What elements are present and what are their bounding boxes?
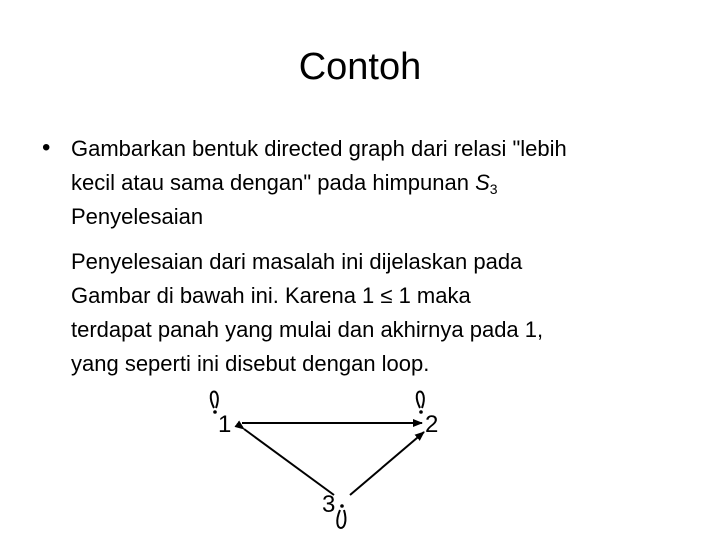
solution-line-2: Gambar di bawah ini. Karena 1 ≤ 1 maka	[71, 283, 471, 308]
loop-node-1	[211, 392, 218, 409]
edge-1-to-3	[244, 429, 334, 495]
node-dot-1	[213, 410, 217, 414]
solution-line-3: terdapat panah yang mulai dan akhirnya pada 1,	[71, 317, 544, 342]
problem-line-2-text: kecil atau sama dengan" pada himpunan	[71, 170, 476, 195]
node-label-2: 2	[425, 411, 439, 438]
node-dot-3	[340, 504, 344, 508]
bullet-icon: •	[42, 134, 51, 161]
problem-line-1: Gambarkan bentuk directed graph dari relasi "lebih	[71, 136, 567, 161]
loop-node-2	[417, 392, 424, 409]
page-title: Contoh	[298, 46, 422, 88]
set-subscript: 3	[489, 181, 498, 197]
set-symbol: S	[475, 170, 490, 195]
solution-line-4: yang seperti ini disebut dengan loop.	[71, 351, 430, 376]
edge-3-to-2	[350, 432, 424, 495]
node-label-1: 1	[218, 411, 232, 438]
solution-line-1: Penyelesaian dari masalah ini dijelaskan pada	[71, 249, 523, 274]
node-label-3: 3	[322, 491, 336, 518]
node-dot-2	[419, 410, 423, 414]
loop-node-3	[337, 510, 345, 528]
solution-heading: Penyelesaian	[71, 204, 204, 229]
